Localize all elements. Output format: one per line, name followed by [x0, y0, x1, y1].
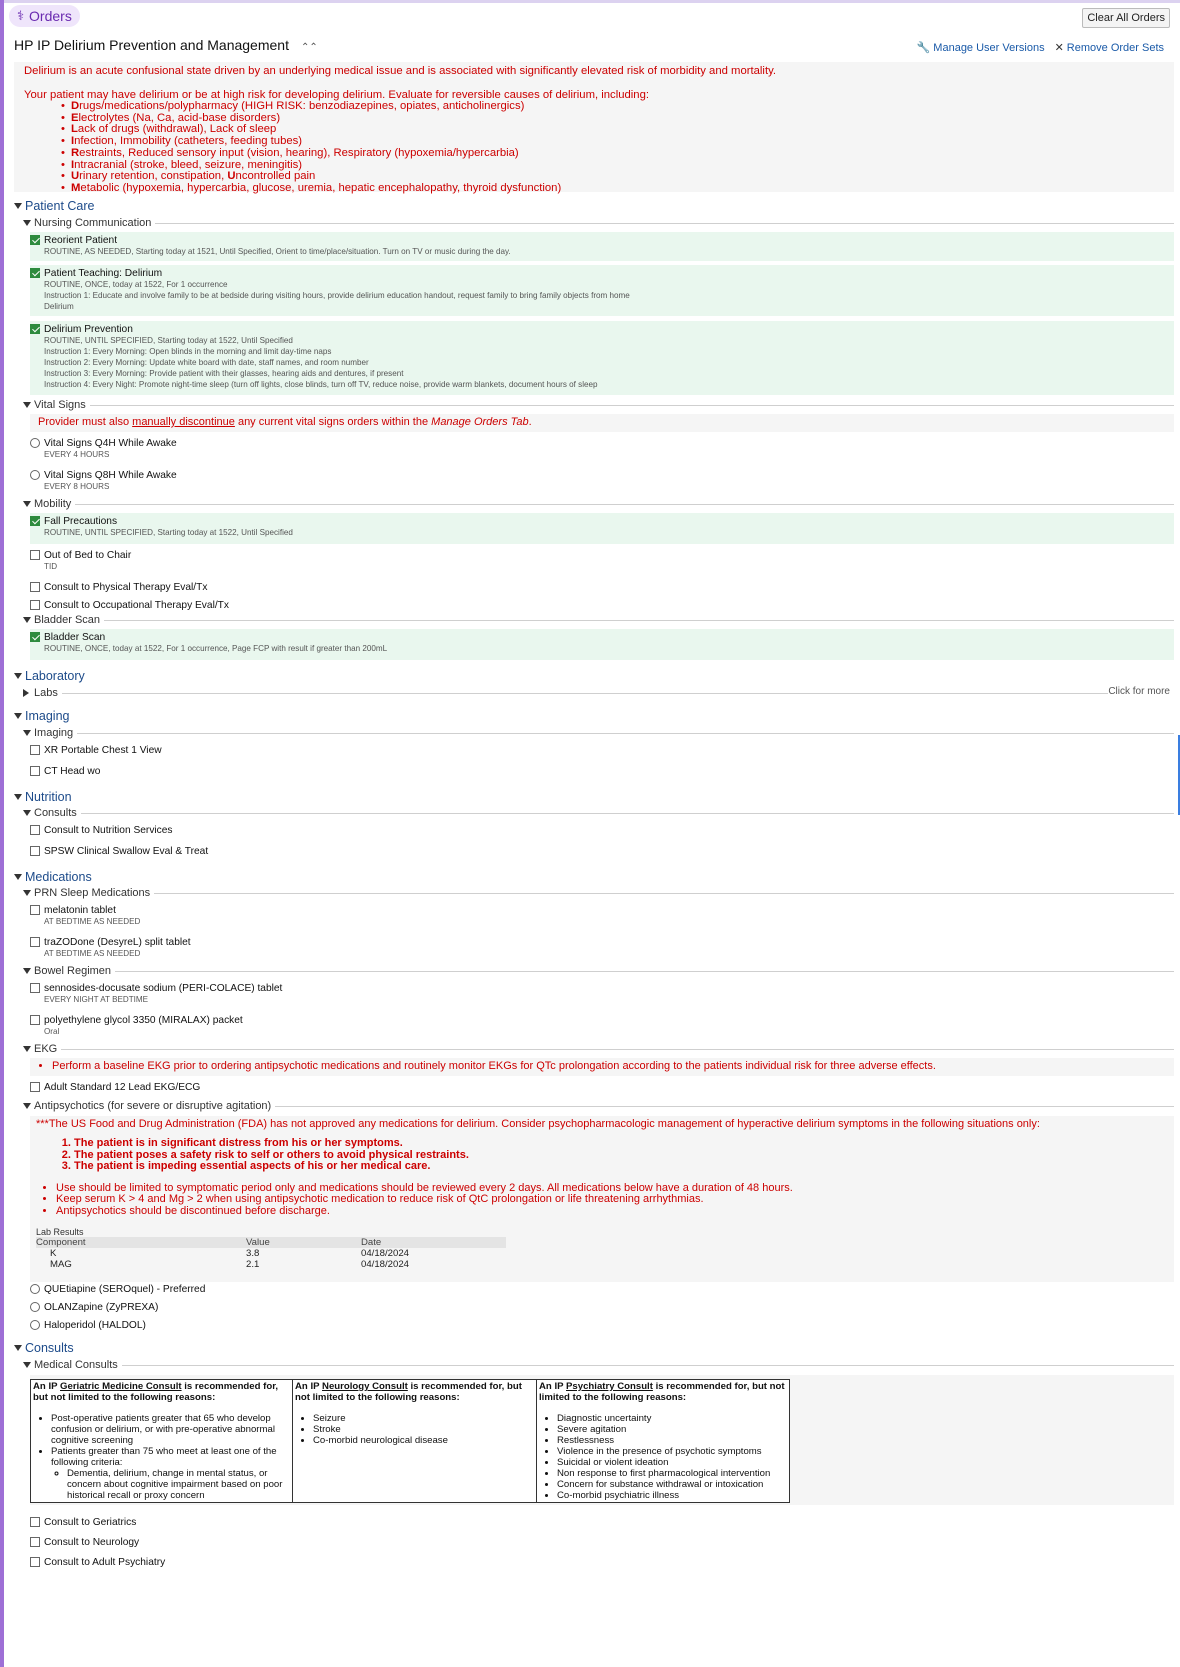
cause-letter: R [71, 146, 80, 159]
section-laboratory[interactable] [14, 669, 85, 683]
order-name: Vital Signs Q4H While Awake [44, 437, 177, 449]
group-label: PRN Sleep Medications [34, 887, 151, 899]
order-name: Haloperidol (HALDOL) [44, 1319, 146, 1331]
order-olanzapine[interactable] [30, 1299, 1174, 1314]
group-bladder-scan[interactable] [23, 614, 1174, 626]
group-label: Labs [34, 687, 58, 699]
list-item: • Non response to first pharmacological intervention [557, 1468, 787, 1479]
order-name: Out of Bed to Chair [44, 549, 132, 561]
list-item [51, 1446, 290, 1501]
expand-triangle-icon [23, 1362, 31, 1368]
click-for-more-link[interactable]: Click for more [1108, 686, 1170, 697]
warning-item: • Use should be limited to symptomatic period only and medications should be reviewed every 2 days. All medications below have a duration of 48 hours. [56, 1183, 1172, 1195]
order-name: Consult to Nutrition Services [44, 824, 173, 836]
situation-item: 1. The patient is in significant distress from his or her symptoms. [74, 1138, 1172, 1150]
order-detail: ROUTINE, UNTIL SPECIFIED, Starting today at 1522, Until Specified [44, 528, 293, 537]
order-patient-teaching[interactable] [30, 265, 1174, 316]
lab-cell: 04/18/2024 [361, 1248, 410, 1259]
order-name: Bladder Scan [44, 631, 106, 643]
order-detail: ROUTINE, AS NEEDED, Starting today at 1521, Until Specified, Orient to time/place/situation. Turn on TV or music during the day. [44, 247, 511, 256]
order-detail: Instruction 3: Every Morning: Provide patient with their glasses, hearing aids and dentures, if present [44, 369, 404, 378]
order-quetiapine[interactable] [30, 1281, 1174, 1296]
lab-col-header: Value [246, 1237, 361, 1248]
list-item: • Diagnostic uncertainty [557, 1413, 787, 1424]
cause-letter: I [71, 158, 75, 171]
table-row [36, 1259, 506, 1270]
checkbox-checked[interactable] [30, 235, 40, 245]
order-miralax[interactable] [30, 1012, 1174, 1038]
group-label: Bowel Regimen [34, 965, 112, 977]
order-name: polyethylene glycol 3350 (MIRALAX) packet [44, 1014, 243, 1026]
group-vital-signs[interactable] [23, 399, 1174, 411]
note-tab-text: Manage Orders Tab [431, 416, 529, 428]
list-item: • Severe agitation [557, 1424, 787, 1435]
checkbox[interactable] [30, 1537, 40, 1547]
order-detail: Oral [44, 1027, 60, 1036]
lab-cell: MAG [50, 1259, 72, 1270]
radio-button[interactable] [30, 1302, 40, 1312]
situation-item: 2. The patient poses a safety risk to self or others to avoid physical restraints. [74, 1150, 1172, 1162]
order-consult-pt[interactable] [30, 579, 1174, 594]
radio-button[interactable] [30, 1284, 40, 1294]
order-name: Fall Precautions [44, 515, 118, 527]
list-item: • Violence in the presence of psychotic symptoms [557, 1446, 787, 1457]
intro-line-2: Your patient may have delirium or be at high risk for developing delirium. Evaluate for reversible causes of delirium, including: [24, 89, 649, 101]
section-label: Consults [25, 1341, 74, 1355]
checkbox[interactable] [30, 1517, 40, 1527]
order-ekg[interactable] [30, 1079, 1174, 1094]
order-vital-signs-q4h[interactable] [30, 435, 1174, 461]
order-detail: ROUTINE, ONCE, today at 1522, For 1 occurrence [44, 280, 228, 289]
list-item: • Suicidal or violent ideation [557, 1457, 787, 1468]
section-label: Patient Care [25, 199, 95, 213]
order-name: Adult Standard 12 Lead EKG/ECG [44, 1081, 201, 1093]
order-name: Patient Teaching: Delirium [44, 267, 163, 279]
order-consult-ot[interactable] [30, 597, 1174, 612]
vital-signs-note [30, 414, 1174, 432]
cause-text: ack of drugs (withdrawal), Lack of sleep [77, 123, 277, 136]
expand-triangle-icon [14, 1345, 22, 1351]
order-reorient-patient[interactable] [30, 232, 1174, 261]
group-label: Antipsychotics (for severe or disruptive agitation) [34, 1100, 272, 1112]
checkbox-checked[interactable] [30, 268, 40, 278]
expand-triangle-icon [23, 810, 31, 816]
expand-triangle-icon [14, 673, 22, 679]
checkbox[interactable] [30, 745, 40, 755]
order-name: QUEtiapine (SEROquel) - Preferred [44, 1283, 206, 1295]
order-vital-signs-q8h[interactable] [30, 467, 1174, 493]
checkbox[interactable] [30, 1015, 40, 1025]
consult-reasons-table [30, 1379, 790, 1503]
lab-results-title: Lab Results [36, 1227, 84, 1237]
lab-results-table [36, 1237, 506, 1270]
group-label: Mobility [34, 498, 72, 510]
group-mobility[interactable] [23, 498, 1174, 510]
cell-text: An IP [33, 1381, 61, 1392]
order-melatonin[interactable] [30, 902, 1174, 928]
order-name: CT Head wo [44, 765, 101, 777]
orders-tab-label: Orders [29, 8, 72, 24]
lab-results [36, 1227, 506, 1270]
order-fall-precautions[interactable] [30, 513, 1174, 544]
radio-button[interactable] [30, 470, 40, 480]
wrench-icon: 🔧 [916, 42, 931, 54]
antipsychotics-info-box [30, 1116, 1174, 1282]
expand-triangle-icon [14, 713, 22, 719]
warning-item: • Keep serum K > 4 and Mg > 2 when using antipsychotic medication to reduce risk of QtC prolongation or life threatening arrhythmias. [56, 1194, 1172, 1206]
order-name: OLANZapine (ZyPREXA) [44, 1301, 159, 1313]
clear-all-orders-button[interactable]: Clear All Orders [1082, 8, 1170, 28]
expand-triangle-icon [14, 794, 22, 800]
manage-user-versions-link[interactable] [917, 41, 1045, 54]
expand-triangle-icon [23, 968, 31, 974]
list-item: • Post-operative patients greater that 65 who develop confusion or delirium, or with pre-operative abnormal cognitive screening [51, 1413, 290, 1446]
cell-text: is recommended for, but not limited to the following reasons: [33, 1381, 279, 1403]
group-imaging[interactable] [23, 727, 1174, 739]
order-consult-psychiatry[interactable] [30, 1554, 1174, 1569]
orders-icon: ⚕ [17, 8, 25, 23]
orders-tab[interactable] [9, 5, 80, 27]
order-swallow-eval[interactable] [30, 843, 1174, 858]
cause-letter: U [227, 170, 236, 183]
checkbox[interactable] [30, 1082, 40, 1092]
group-ekg[interactable] [23, 1043, 1174, 1055]
order-detail: Instruction 1: Every Morning: Open blinds in the morning and limit day-time naps [44, 347, 332, 356]
ekg-note-text: • Perform a baseline EKG prior to ordering antipsychotic medications and routinely monitor EKGs for QTc prolongation according to the patients individual risk for three adverse effects. [52, 1060, 1170, 1072]
expand-triangle-icon [14, 203, 22, 209]
order-detail: Delirium [44, 302, 74, 311]
checkbox[interactable] [30, 550, 40, 560]
situation-item: 3. The patient is impeding essential aspects of his or her medical care. [74, 1161, 1172, 1173]
order-name: Consult to Occupational Therapy Eval/Tx [44, 599, 229, 611]
lab-col-header: Component [36, 1237, 246, 1248]
cause-text: nfection, Immobility (catheters, feeding tubes) [74, 135, 303, 148]
cause-text: ntracranial (stroke, bleed, seizure, meningitis) [74, 158, 303, 171]
order-name: SPSW Clinical Swallow Eval & Treat [44, 845, 209, 857]
remove-order-sets-label: Remove Order Sets [1066, 42, 1164, 54]
collapsed-triangle-icon [23, 689, 29, 697]
cause-text: estraints, Reduced sensory input (vision, hearing), Respiratory (hypoxemia/hypercarbia) [79, 146, 519, 159]
cause-letter: L [71, 123, 78, 136]
order-detail: EVERY NIGHT AT BEDTIME [44, 995, 149, 1004]
checkbox-checked[interactable] [30, 632, 40, 642]
group-bowel-regimen[interactable] [23, 965, 1174, 977]
order-detail: AT BEDTIME AS NEEDED [44, 949, 141, 958]
order-sennosides[interactable] [30, 980, 1174, 1006]
expand-triangle-icon [14, 874, 22, 880]
section-label: Imaging [25, 709, 70, 723]
section-medications[interactable] [14, 870, 92, 884]
list-item: • Concern for substance withdrawal or intoxication [557, 1479, 787, 1490]
list-item: • Stroke [313, 1424, 534, 1435]
geriatric-consult-link[interactable]: Geriatric Medicine Consult [60, 1381, 182, 1392]
group-antipsychotics[interactable] [23, 1100, 1174, 1112]
order-name: sennosides-docusate sodium (PERI-COLACE) tablet [44, 982, 283, 994]
lab-cell: K [50, 1248, 57, 1259]
order-trazodone[interactable] [30, 934, 1174, 960]
section-patient-care[interactable] [14, 199, 94, 213]
group-label: Bladder Scan [34, 614, 101, 626]
group-label: EKG [34, 1043, 58, 1055]
checkbox[interactable] [30, 937, 40, 947]
group-prn-sleep[interactable] [23, 887, 1174, 899]
checkbox[interactable] [30, 582, 40, 592]
order-detail: Instruction 1: Educate and involve family to be at bedside during visiting hours, provide delirium education handout, request family to bring family objects from home [44, 291, 630, 300]
order-xr-chest[interactable] [30, 742, 1174, 757]
order-nutrition-consult[interactable] [30, 822, 1174, 837]
radio-button[interactable] [30, 438, 40, 448]
order-detail: ROUTINE, ONCE, today at 1522, For 1 occurrence, Page FCP with result if greater than 200mL [44, 644, 388, 653]
order-name: Consult to Adult Psychiatry [44, 1556, 166, 1568]
section-label: Laboratory [25, 669, 85, 683]
geriatric-reasons-list [51, 1413, 290, 1501]
warning-item: • Antipsychotics should be discontinued before discharge. [56, 1206, 1172, 1218]
order-detail: TID [44, 562, 58, 571]
checkbox[interactable] [30, 905, 40, 915]
ekg-note [30, 1058, 1174, 1076]
cause-text: lectrolytes (Na, Ca, acid-base disorders) [78, 111, 281, 124]
cause-letter: M [71, 181, 81, 194]
cause-text: etabolic (hypoxemia, hypercarbia, glucose, uremia, hepatic encephalopathy, thyroid dysfunction) [80, 181, 562, 194]
left-accent-bar [0, 0, 4, 1667]
order-name: XR Portable Chest 1 View [44, 744, 162, 756]
order-detail: Instruction 4: Every Night: Promote night-time sleep (turn off lights, close blinds, turn off TV, reduce noise, provide warm blankets, document hours of sleep [44, 380, 598, 389]
expand-triangle-icon [23, 220, 31, 226]
neurology-consult-cell [293, 1380, 537, 1503]
neurology-consult-link[interactable]: Neurology Consult [322, 1381, 408, 1392]
order-name: Delirium Prevention [44, 323, 133, 335]
lab-header-row [36, 1237, 506, 1248]
order-set-title [14, 37, 318, 53]
section-imaging[interactable] [14, 709, 69, 723]
group-labs[interactable] [23, 687, 1108, 699]
order-bladder-scan[interactable] [30, 629, 1174, 660]
cell-text: An IP [295, 1381, 323, 1392]
order-set-title-text: HP IP Delirium Prevention and Management [14, 37, 289, 53]
table-row [36, 1248, 506, 1259]
group-label: Nursing Communication [34, 217, 152, 229]
group-nursing-communication[interactable] [23, 217, 1174, 229]
neurology-reasons-list [313, 1413, 534, 1446]
close-icon: ✕ [1054, 42, 1064, 54]
group-label: Imaging [34, 727, 74, 739]
expand-triangle-icon [23, 402, 31, 408]
order-haloperidol[interactable] [30, 1317, 1174, 1332]
cause-letter: I [71, 135, 75, 148]
cell-text: An IP [539, 1381, 567, 1392]
section-consults[interactable] [14, 1341, 74, 1355]
group-nutrition-consults[interactable] [23, 807, 1174, 819]
list-item: • Seizure [313, 1413, 534, 1424]
note-link-text: manually discontinue [132, 416, 235, 428]
manage-user-versions-label: Manage User Versions [933, 42, 1045, 54]
order-detail: Instruction 2: Every Morning: Update white board with date, staff names, and room number [44, 358, 369, 367]
cell-text: is recommended for, but not limited to the following reasons: [539, 1381, 785, 1403]
order-consult-neurology[interactable] [30, 1534, 1174, 1549]
antipsychotic-warnings [56, 1183, 1172, 1218]
list-item: • Restlessness [557, 1435, 787, 1446]
cause-text: rinary retention, constipation, [79, 170, 228, 183]
order-set-actions [917, 41, 1164, 54]
section-nutrition[interactable] [14, 790, 72, 804]
order-detail: EVERY 8 HOURS [44, 482, 110, 491]
cause-letter: U [71, 170, 80, 183]
note-text: Provider must also [38, 416, 133, 428]
expand-triangle-icon [23, 1046, 31, 1052]
order-consult-geriatrics[interactable] [30, 1514, 1174, 1529]
order-detail: ROUTINE, UNTIL SPECIFIED, Starting today at 1522, Until Specified [44, 336, 293, 345]
causes-list [71, 101, 1168, 195]
checkbox[interactable] [30, 825, 40, 835]
cell-text: is recommended for, but not limited to the following reasons: [295, 1381, 522, 1403]
cause-item [71, 183, 1168, 195]
expand-triangle-icon [23, 617, 31, 623]
order-detail: AT BEDTIME AS NEEDED [44, 917, 141, 926]
list-item-text: Patients greater than 75 who meet at least one of the following criteria: [51, 1446, 277, 1468]
orders-panel [6, 3, 1174, 1667]
expand-triangle-icon [23, 730, 31, 736]
order-name: Consult to Neurology [44, 1536, 140, 1548]
sub-list-item: ◦ Dementia, delirium, change in mental status, or concern about cognitive impairment based on poor historical recall or proxy concern [67, 1468, 290, 1501]
cause-text: ncontrolled pain [235, 170, 316, 183]
section-label: Medications [25, 870, 92, 884]
situations-list [74, 1138, 1172, 1173]
order-out-of-bed[interactable] [30, 547, 1174, 573]
note-text: any current vital signs orders within the [234, 416, 432, 428]
geriatric-consult-cell [31, 1380, 293, 1503]
lab-cell: 3.8 [246, 1248, 260, 1259]
psychiatry-consult-link[interactable]: Psychiatry Consult [566, 1381, 653, 1392]
order-ct-head[interactable] [30, 763, 1174, 778]
order-name: Reorient Patient [44, 234, 118, 246]
remove-order-sets-link[interactable] [1055, 41, 1164, 54]
order-name: Consult to Physical Therapy Eval/Tx [44, 581, 208, 593]
order-name: Vital Signs Q8H While Awake [44, 469, 177, 481]
list-item: • Co-morbid neurological disease [313, 1435, 534, 1446]
group-label: Vital Signs [34, 399, 86, 411]
note-text: . [528, 416, 532, 428]
expand-triangle-icon [23, 890, 31, 896]
fda-note: ***The US Food and Drug Administration (FDA) has not approved any medications for delirium. Consider psychopharmacologic management of hyperactive delirium symptoms in the following situations only: [36, 1118, 1040, 1130]
section-label: Nutrition [25, 790, 72, 804]
psychiatry-consult-cell [537, 1380, 790, 1503]
order-delirium-prevention[interactable] [30, 321, 1174, 395]
checkbox[interactable] [30, 600, 40, 610]
cause-letter: E [71, 111, 79, 124]
group-label: Consults [34, 807, 77, 819]
intro-line-1: Delirium is an acute confusional state driven by an underlying medical issue and is associated with significantly elevated risk of morbidity and mortality. [24, 65, 777, 77]
group-medical-consults[interactable] [23, 1359, 1174, 1371]
lab-cell: 2.1 [246, 1259, 260, 1270]
collapse-chevron-icon[interactable]: ⌃⌃ [300, 42, 318, 53]
radio-button[interactable] [30, 1320, 40, 1330]
group-label: Medical Consults [34, 1359, 118, 1371]
delirium-intro-box [14, 62, 1174, 192]
cause-text: rugs/medications/polypharmacy (HIGH RISK: benzodiazepines, opiates, anticholinergics) [79, 100, 525, 112]
order-name: melatonin tablet [44, 904, 116, 916]
order-name: Consult to Geriatrics [44, 1516, 137, 1528]
checkbox-checked[interactable] [30, 516, 40, 526]
order-name: traZODone (DesyreL) split tablet [44, 936, 191, 948]
lab-col-header: Date [361, 1237, 506, 1248]
expand-triangle-icon [23, 1103, 31, 1109]
lab-cell: 04/18/2024 [361, 1259, 410, 1270]
psychiatry-reasons-list [557, 1413, 787, 1501]
checkbox[interactable] [30, 766, 40, 776]
checkbox-checked[interactable] [30, 324, 40, 334]
checkbox[interactable] [30, 1557, 40, 1567]
checkbox[interactable] [30, 983, 40, 993]
list-item: • Co-morbid psychiatric illness [557, 1490, 787, 1501]
order-detail: EVERY 4 HOURS [44, 450, 110, 459]
expand-triangle-icon [23, 501, 31, 507]
checkbox[interactable] [30, 846, 40, 856]
cause-letter: D [71, 100, 80, 112]
